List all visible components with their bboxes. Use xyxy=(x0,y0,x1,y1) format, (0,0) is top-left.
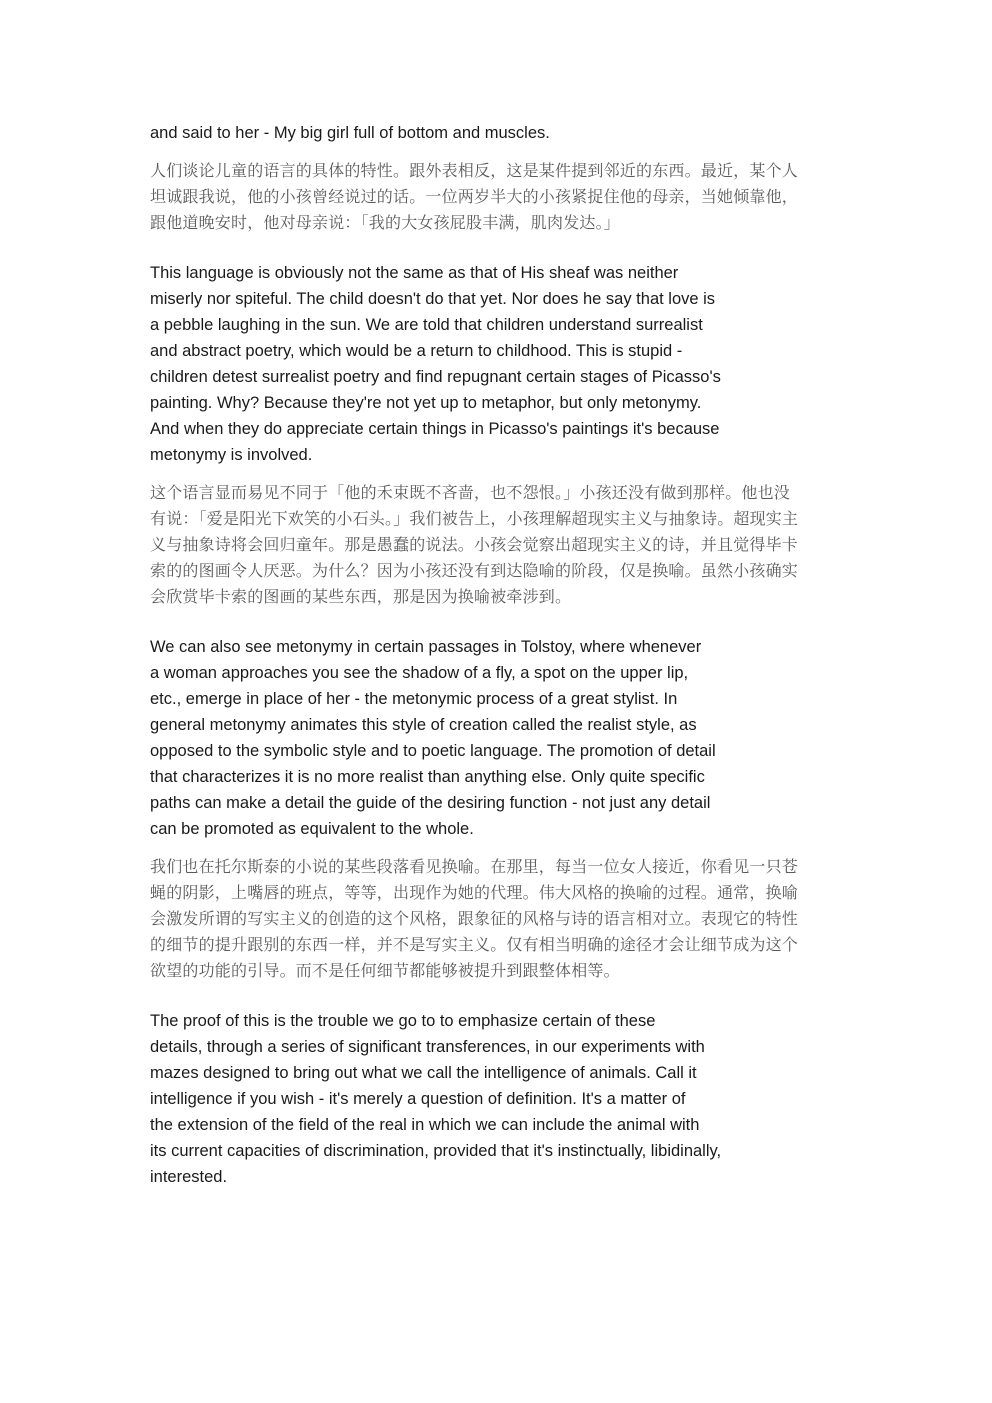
text-line: 跟他道晚安时，他对母亲说：「我的大女孩屁股丰满，肌肉发达。」 xyxy=(150,213,621,232)
paragraph-en-4 xyxy=(150,1008,850,1190)
text-line: its current capacities of discrimination, provided that it's instinctually, libidinally, xyxy=(150,1142,722,1160)
text-line: and abstract poetry, which would be a return to childhood. This is stupid - xyxy=(150,342,683,360)
text-line: The proof of this is the trouble we go to to emphasize certain of these xyxy=(150,1012,656,1030)
paragraph-zh-2 xyxy=(150,480,850,610)
text-line: And when they do appreciate certain things in Picasso's paintings it's because xyxy=(150,420,720,438)
text-line: 会欣赏毕卡索的图画的某些东西，那是因为换喻被牵涉到。 xyxy=(150,587,572,606)
text-line: 有说：「爱是阳光下欢笑的小石头。」我们被告上，小孩理解超现实主义与抽象诗。超现实主 xyxy=(150,509,799,528)
text-line: metonymy is involved. xyxy=(150,446,313,464)
text-line: This language is obviously not the same as that of His sheaf was neither xyxy=(150,264,679,282)
text-line: intelligence if you wish - it's merely a question of definition. It's a matter of xyxy=(150,1090,686,1108)
text-line: a woman approaches you see the shadow of a fly, a spot on the upper lip, xyxy=(150,664,689,682)
text-line: that characterizes it is no more realist than anything else. Only quite specific xyxy=(150,768,705,786)
text-line: 我们也在托尔斯泰的小说的某些段落看见换喻。在那里，每当一位女人接近，你看见一只苍 xyxy=(150,857,799,876)
text-line: etc., emerge in place of her - the metonymic process of a great stylist. In xyxy=(150,690,678,708)
text-line: can be promoted as equivalent to the whole. xyxy=(150,820,474,838)
text-line: We can also see metonymy in certain passages in Tolstoy, where whenever xyxy=(150,638,702,656)
text-line: opposed to the symbolic style and to poetic language. The promotion of detail xyxy=(150,742,716,760)
paragraph-en-3 xyxy=(150,634,850,842)
paragraph-zh-3 xyxy=(150,854,850,984)
text-line: mazes designed to bring out what we call the intelligence of animals. Call it xyxy=(150,1064,697,1082)
text-line: general metonymy animates this style of creation called the realist style, as xyxy=(150,716,697,734)
text-line: a pebble laughing in the sun. We are told that children understand surrealist xyxy=(150,316,703,334)
text-line: the extension of the field of the real in which we can include the animal with xyxy=(150,1116,700,1134)
text-line: and said to her - My big girl full of bottom and muscles. xyxy=(150,124,550,142)
text-line: 人们谈论儿童的语言的具体的特性。跟外表相反，这是某件提到邻近的东西。最近，某个人 xyxy=(150,161,799,180)
text-line: children detest surrealist poetry and find repugnant certain stages of Picasso's xyxy=(150,368,721,386)
text-line: 索的的图画令人厌恶。为什么？因为小孩还没有到达隐喻的阶段，仅是换喻。虽然小孩确实 xyxy=(150,561,799,580)
text-line: 的细节的提升跟别的东西一样，并不是写实主义。仅有相当明确的途径才会让细节成为这个 xyxy=(150,935,799,954)
text-line: 欲望的功能的引导。而不是任何细节都能够被提升到跟整体相等。 xyxy=(150,961,620,980)
text-line: paths can make a detail the guide of the desiring function - not just any detail xyxy=(150,794,711,812)
text-line: 会激发所谓的写实主义的创造的这个风格，跟象征的风格与诗的语言相对立。表现它的特性 xyxy=(150,909,799,928)
text-line: 坦诚跟我说，他的小孩曾经说过的话。一位两岁半大的小孩紧捉住他的母亲，当她倾靠他， xyxy=(150,187,799,206)
text-line: 这个语言显而易见不同于「他的禾束既不吝啬，也不怨恨。」小孩还没有做到那样。他也没 xyxy=(150,483,791,502)
paragraph-en-2 xyxy=(150,260,850,468)
text-line: miserly nor spiteful. The child doesn't do that yet. Nor does he say that love is xyxy=(150,290,716,308)
document-body xyxy=(150,120,850,1190)
paragraph-en-1 xyxy=(150,120,850,146)
text-line: details, through a series of significant transferences, in our experiments with xyxy=(150,1038,705,1056)
text-line: 义与抽象诗将会回归童年。那是愚蠢的说法。小孩会觉察出超现实主义的诗，并且觉得毕卡 xyxy=(150,535,799,554)
text-line: painting. Why? Because they're not yet up to metaphor, but only metonymy. xyxy=(150,394,702,412)
text-line: interested. xyxy=(150,1168,228,1186)
text-line: 蝇的阴影，上嘴唇的班点，等等，出现作为她的代理。伟大风格的换喻的过程。通常，换喻 xyxy=(150,883,799,902)
paragraph-zh-1 xyxy=(150,158,850,236)
